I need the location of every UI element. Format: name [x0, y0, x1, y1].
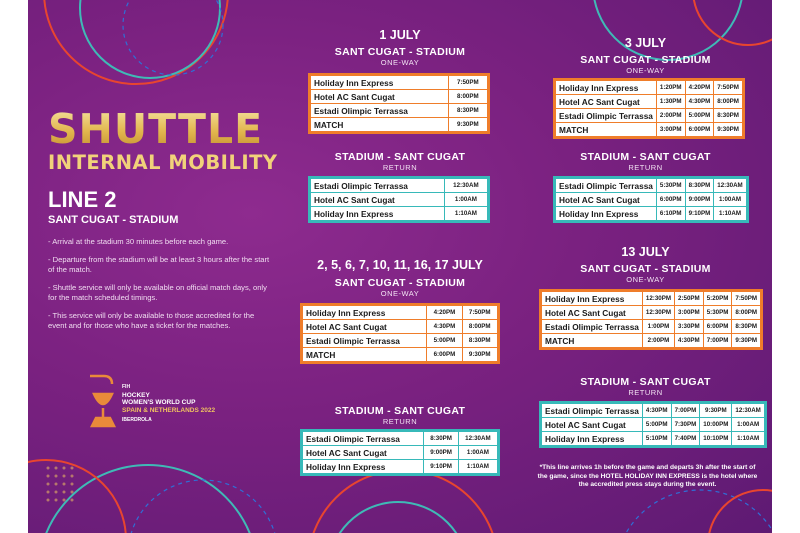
section-type: RETURN — [382, 417, 418, 426]
section-route: SANT CUGAT - STADIUM — [334, 277, 466, 289]
table-row: MATCH 6:00PM 9:30PM — [302, 348, 499, 363]
timetable-13-july-return — [539, 401, 767, 448]
table-row: Hotel AC Sant Cugat 9:00PM 1:00AM — [302, 446, 499, 460]
section-1-july-return — [300, 151, 500, 172]
logo-line1: HOCKEY — [122, 391, 150, 399]
table-row: Holiday Inn Express 4:20PM 7:50PM — [302, 305, 499, 320]
table-row: Estadi Olimpic Terrassa 5:00PM 8:30PM — [302, 334, 499, 348]
table-row: Hotel AC Sant Cugat 6:00PM 9:00PM 1:00AM — [555, 193, 748, 207]
logo-line3: SPAIN & NETHERLANDS 2022 — [122, 406, 216, 414]
logo-line2: WOMEN'S WORLD CUP — [122, 399, 196, 406]
section-13-july — [548, 245, 743, 284]
timetable-3-july-return — [553, 176, 749, 223]
table-row: Estadi Olimpic Terrassa 4:30PM 7:00PM 9:30PM 12:30AM — [541, 403, 766, 418]
table-row: Hotel AC Sant Cugat 12:30PM 3:00PM 5:30PM 8:00PM — [541, 306, 762, 320]
section-route: SANT CUGAT - STADIUM — [580, 54, 711, 66]
section-route: STADIUM - SANT CUGAT — [580, 376, 711, 388]
table-row: Estadi Olimpic Terrassa 1:00PM 3:30PM 6:00PM 8:30PM — [541, 320, 762, 334]
table-row: MATCH 9:30PM — [310, 118, 489, 133]
section-type: RETURN — [628, 163, 663, 172]
shuttle-poster — [28, 0, 772, 533]
table-row: Estadi Olimpic Terrassa 12:30AM — [310, 178, 489, 193]
table-row: Estadi Olimpic Terrassa 5:30PM 8:30PM 12:30AM — [555, 178, 748, 193]
table-row: Hotel AC Sant Cugat 1:30PM 4:30PM 8:00PM — [555, 95, 744, 109]
note: - Arrival at the stadium 30 minutes before each game. — [48, 237, 229, 246]
section-route: STADIUM - SANT CUGAT — [334, 405, 466, 417]
table-row: Hotel AC Sant Cugat 4:30PM 8:00PM — [302, 320, 499, 334]
table-row: Estadi Olimpic Terrassa 8:30PM 12:30AM — [302, 431, 499, 446]
table-row: Holiday Inn Express 7:50PM — [310, 75, 489, 90]
timetable-3-july-oneway — [553, 78, 745, 139]
table-row: Holiday Inn Express 9:10PM 1:10AM — [302, 460, 499, 475]
section-type: RETURN — [382, 163, 418, 172]
table-row: Estadi Olimpic Terrassa 2:00PM 5:00PM 8:30PM — [555, 109, 744, 123]
logo-fih: FIH — [122, 384, 131, 390]
section-type: ONE-WAY — [626, 66, 665, 75]
section-3-july — [548, 36, 743, 75]
shuttle-subtitle: INTERNAL MOBILITY — [48, 151, 278, 174]
line-title: LINE 2 — [48, 187, 117, 212]
table-row: Hotel AC Sant Cugat 5:00PM 7:30PM 10:00PM 1:00AM — [541, 418, 766, 432]
section-date: 3 JULY — [624, 36, 667, 50]
footnote: *This line arrives 1h before the game and departs 3h after the start of the game, since the HOTEL HOLIDAY INN EXPRESS is the hotel where the accredited press stays during the event. — [537, 464, 758, 489]
section-route: STADIUM - SANT CUGAT — [580, 151, 711, 163]
table-row: Hotel AC Sant Cugat 8:00PM — [310, 90, 489, 104]
section-date: 13 JULY — [621, 245, 670, 259]
section-route: SANT CUGAT - STADIUM — [580, 263, 711, 275]
section-multi-july-return — [290, 405, 510, 426]
table-row: Holiday Inn Express 12:30PM 2:50PM 5:20PM 7:50PM — [541, 291, 762, 306]
table-row: Holiday Inn Express 5:10PM 7:40PM 10:10PM 1:10AM — [541, 432, 766, 447]
timetable-13-july-oneway — [539, 289, 763, 350]
section-3-july-return — [548, 151, 743, 172]
table-row: Holiday Inn Express 6:10PM 9:10PM 1:10AM — [555, 207, 748, 222]
section-type: RETURN — [628, 388, 663, 397]
section-type: ONE-WAY — [626, 275, 665, 284]
event-logo-text — [122, 384, 215, 425]
table-row: Holiday Inn Express 1:20PM 4:20PM 7:50PM — [555, 80, 744, 95]
section-13-july-return — [548, 376, 743, 397]
section-route: SANT CUGAT - STADIUM — [334, 46, 466, 58]
line-route: SANT CUGAT - STADIUM — [48, 214, 179, 226]
section-type: ONE-WAY — [380, 289, 420, 298]
logo-sponsor: IBERDROLA — [122, 417, 152, 423]
section-route: STADIUM - SANT CUGAT — [334, 151, 466, 163]
table-row: Hotel AC Sant Cugat 1:00AM — [310, 193, 489, 207]
section-date: 2, 5, 6, 7, 10, 11, 16, 17 JULY — [317, 258, 483, 272]
table-row: Holiday Inn Express 1:10AM — [310, 207, 489, 222]
section-date: 1 JULY — [379, 28, 421, 42]
section-multi-july — [290, 258, 510, 298]
note: - Departure from the stadium will be at least 3 hours after the start of the match. — [48, 255, 270, 274]
timetable-multi-july-return — [300, 429, 500, 476]
timetable-1-july-oneway — [308, 73, 490, 134]
world-cup-trophy-icon — [86, 372, 120, 432]
note: - Shuttle service will only be available on official match days, only for the match scheduled timings. — [48, 283, 267, 302]
section-1-july — [300, 28, 500, 67]
section-type: ONE-WAY — [380, 58, 420, 67]
info-notes — [48, 237, 273, 339]
note: - This service will only be available to those accredited for the event and for those who have a ticket for the matches. — [48, 311, 255, 330]
table-row: MATCH 2:00PM 4:30PM 7:00PM 9:30PM — [541, 334, 762, 349]
timetable-multi-july-oneway — [300, 303, 500, 364]
shuttle-title: SHUTTLE — [48, 105, 264, 153]
table-row: Estadi Olimpic Terrassa 8:30PM — [310, 104, 489, 118]
timetable-1-july-return — [308, 176, 490, 223]
table-row: MATCH 3:00PM 6:00PM 9:30PM — [555, 123, 744, 138]
